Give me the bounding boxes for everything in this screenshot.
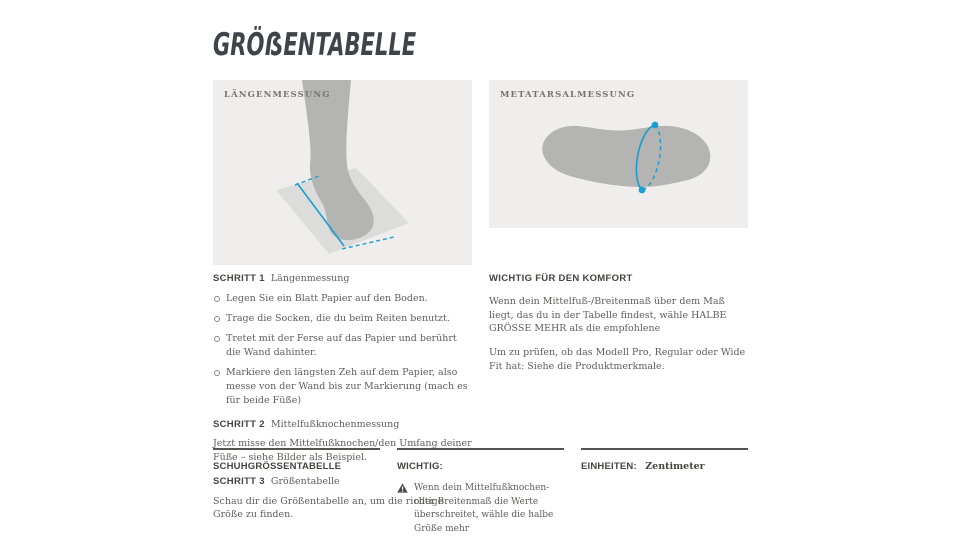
comfort-paragraph-2: Um zu prüfen, ob das Modell Pro, Regular oder Wide Fit hat: Siehe die Produktmerkmale. (489, 347, 746, 372)
warning-row (397, 482, 564, 536)
list-item: Legen Sie ein Blatt Papier auf den Boden. (213, 292, 472, 306)
footer-bar (213, 448, 748, 536)
step1-title-text: Längenmessung (270, 273, 350, 284)
step1-label: SCHRITT 1 (213, 273, 265, 284)
footer-units (581, 448, 748, 536)
girth-bottom-point (639, 187, 646, 194)
step2-title (268, 419, 400, 430)
step3-label: SCHRITT 3 (213, 475, 265, 487)
metatarsal-measurement-panel (489, 80, 748, 228)
size-guide-section (213, 0, 748, 540)
list-item: Markiere den längsten Zeh auf dem Papier, also messe von der Wand bis zur Markierung (mach es für beide Füße) (213, 366, 472, 407)
metatarsal-measurement-illustration (489, 80, 748, 228)
units-value-text: Zentimeter (645, 461, 705, 472)
shoe-size-table-label: SCHUHGRÖSSENTABELLE (213, 461, 342, 472)
list-item: Tretet mit der Ferse auf das Papier und berührt die Wand dahinter. (213, 332, 472, 360)
metatarsal-panel-label: METATARSALMESSUNG (500, 90, 636, 100)
units-value (642, 461, 705, 472)
comfort-heading: WICHTIG FÜR DEN KOMFORT (489, 273, 633, 284)
units-label: EINHEITEN: (581, 461, 637, 472)
step2-title-text: Mittelfußknochenmessung (270, 418, 400, 430)
length-measurement-panel (213, 80, 472, 265)
step1-heading (213, 272, 472, 286)
step3-body: Schau dir die Größentabelle an, um die richtige Größe zu finden. (213, 495, 444, 521)
girth-top-point (652, 122, 659, 129)
length-panel-label: LÄNGENMESSUNG (224, 90, 331, 100)
step3-title-text: Größentabelle (270, 475, 340, 487)
step1-title (268, 273, 350, 284)
footer-important-note (397, 448, 564, 536)
step2-body: Jetzt misse den Mittelfußknochen/den Umfang deiner Füße – siehe Bilder als Beispiel. (213, 438, 472, 464)
page-title: GRÖẞENTABELLE (213, 27, 417, 63)
warning-text: Wenn dein Mittelfußknochen- oder Breitenmaß die Werte überschreitet, wähle die halbe Größe mehr (414, 483, 554, 534)
warning-triangle-icon (397, 483, 408, 493)
illustration-panels (213, 80, 748, 265)
important-label: WICHTIG: (397, 461, 443, 472)
step2-heading (213, 418, 472, 432)
list-item: Trage die Socken, die du beim Reiten benutzt. (213, 312, 472, 326)
length-measurement-illustration (213, 80, 472, 265)
foot-sole-silhouette-shape (542, 126, 710, 187)
comfort-paragraph-1: Wenn dein Mittelfuß-/Breitenmaß über dem Maß liegt, das du in der Tabelle findest, wähle HALBE GRÖSSE MEHR als die empfohlene (489, 295, 727, 335)
step2-label: SCHRITT 2 (213, 418, 265, 430)
footer-shoe-size-table (213, 448, 380, 536)
step1-bullets (213, 292, 472, 408)
